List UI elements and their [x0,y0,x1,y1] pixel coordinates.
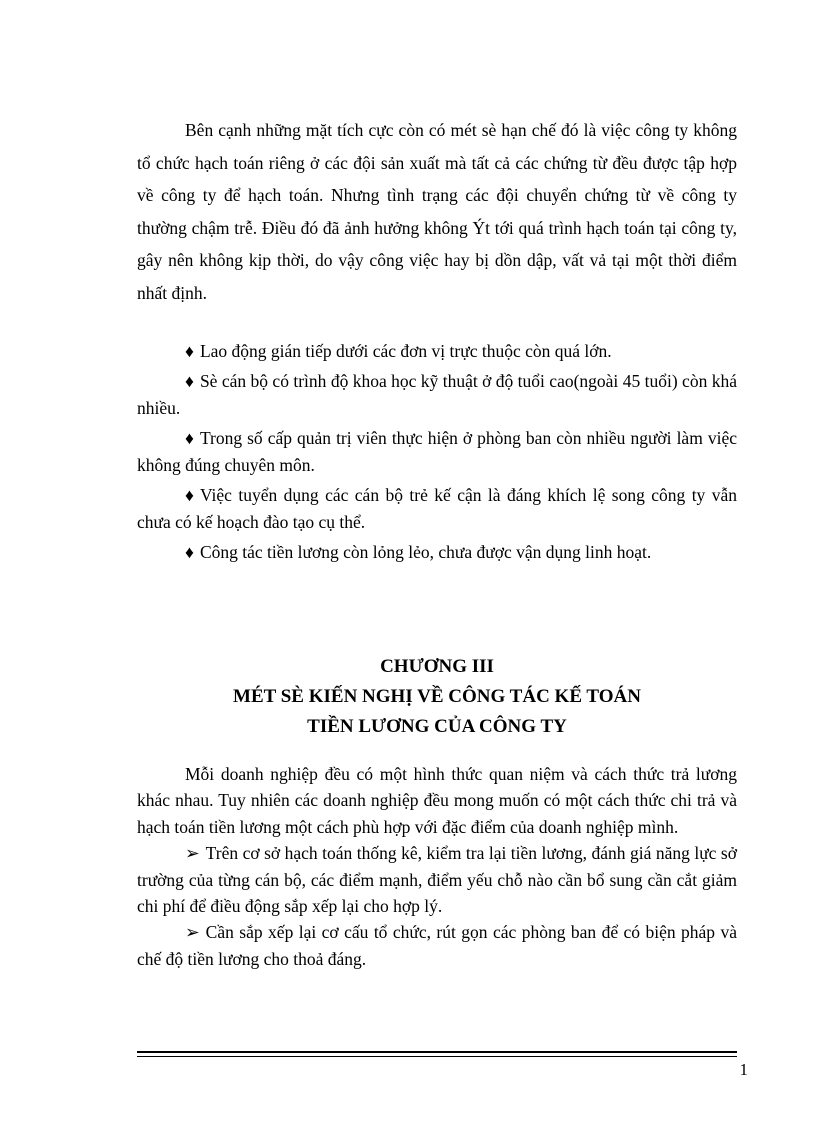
list-item-text: Công tác tiền lương còn lỏng lẻo, chưa được vận dụng linh hoạt. [199,542,652,562]
list-item-text: Lao động gián tiếp dưới các đơn vị trực thuộc còn quá lớn. [199,341,612,361]
recommendation-text: Cần sắp xếp lại cơ cấu tổ chức, rút gọn các phòng ban để có biện pháp và chế độ tiền lương cho thoả đáng. [137,922,737,969]
list-item-text: Trong số cấp quản trị viên thực hiện ở phòng ban còn nhiều người làm việc không đúng chuyên môn. [137,428,737,475]
recommendation-item [137,919,737,972]
chapter-title-line-2: TIỀN LƯƠNG CỦA CÔNG TY [307,716,567,737]
shortcomings-list [137,338,737,569]
diamond-bullet-icon: ♦ [185,542,194,562]
chapter-title-line-1: MÉT SÈ KIẾN NGHỊ VỀ CÔNG TÁC KẾ TOÁN [233,686,641,707]
list-item [137,482,737,536]
diamond-bullet-icon: ♦ [185,371,194,391]
list-item [137,368,737,422]
arrow-bullet-icon: ➢ [185,922,200,943]
chapter-heading [137,652,737,742]
diamond-bullet-icon: ♦ [185,428,194,448]
diamond-bullet-icon: ♦ [185,485,194,505]
chapter-body [137,761,737,972]
list-item [137,539,737,566]
chapter-number: CHƯƠNG III [380,656,494,677]
chapter-intro-paragraph: Mỗi doanh nghiệp đều có một hình thức quan niệm và cách thức trả lương khác nhau. Tuy nhiên các doanh nghiệp đều mong muốn có một cách thức chi trả và hạch toán tiền lương một cách phù hợp với đặc điểm của doanh nghiệp mình. [137,764,737,837]
recommendation-text: Trên cơ sở hạch toán thống kê, kiểm tra lại tiền lương, đánh giá năng lực sở trường của từng cán bộ, các điểm mạnh, điểm yếu chỗ nào cần bổ sung cần cắt giảm chi phí để điều động sắp xếp lại cho hợp lý. [137,843,737,917]
page-number: 1 [739,1060,748,1079]
footer-divider-thin [137,1056,737,1057]
list-item [137,338,737,365]
list-item [137,425,737,479]
intro-paragraph: Bên cạnh những mặt tích cực còn có mét sè hạn chế đó là việc công ty không tổ chức hạch toán riêng ở các đội sản xuất mà tất cả các chứng từ đều được tập hợp về công ty để hạch toán. Nhưng tình trạng các đội chuyển chứng từ về công ty thường chậm trễ. Điều đó đã ảnh hưởng không Ýt tới quá trình hạch toán tại công ty, gây nên không kịp thời, do vậy công việc hay bị dồn dập, vất vả tại một thời điểm nhất định. [137,120,737,303]
recommendation-item [137,840,737,919]
list-item-text: Sè cán bộ có trình độ khoa học kỹ thuật ở độ tuổi cao(ngoài 45 tuổi) còn khá nhiều. [137,371,737,418]
diamond-bullet-icon: ♦ [185,341,194,361]
list-item-text: Việc tuyển dụng các cán bộ trẻ kế cận là đáng khích lệ song công ty vẫn chưa có kế hoạch đào tạo cụ thể. [137,485,737,532]
footer-divider-thick [137,1051,737,1053]
arrow-bullet-icon: ➢ [185,843,200,864]
